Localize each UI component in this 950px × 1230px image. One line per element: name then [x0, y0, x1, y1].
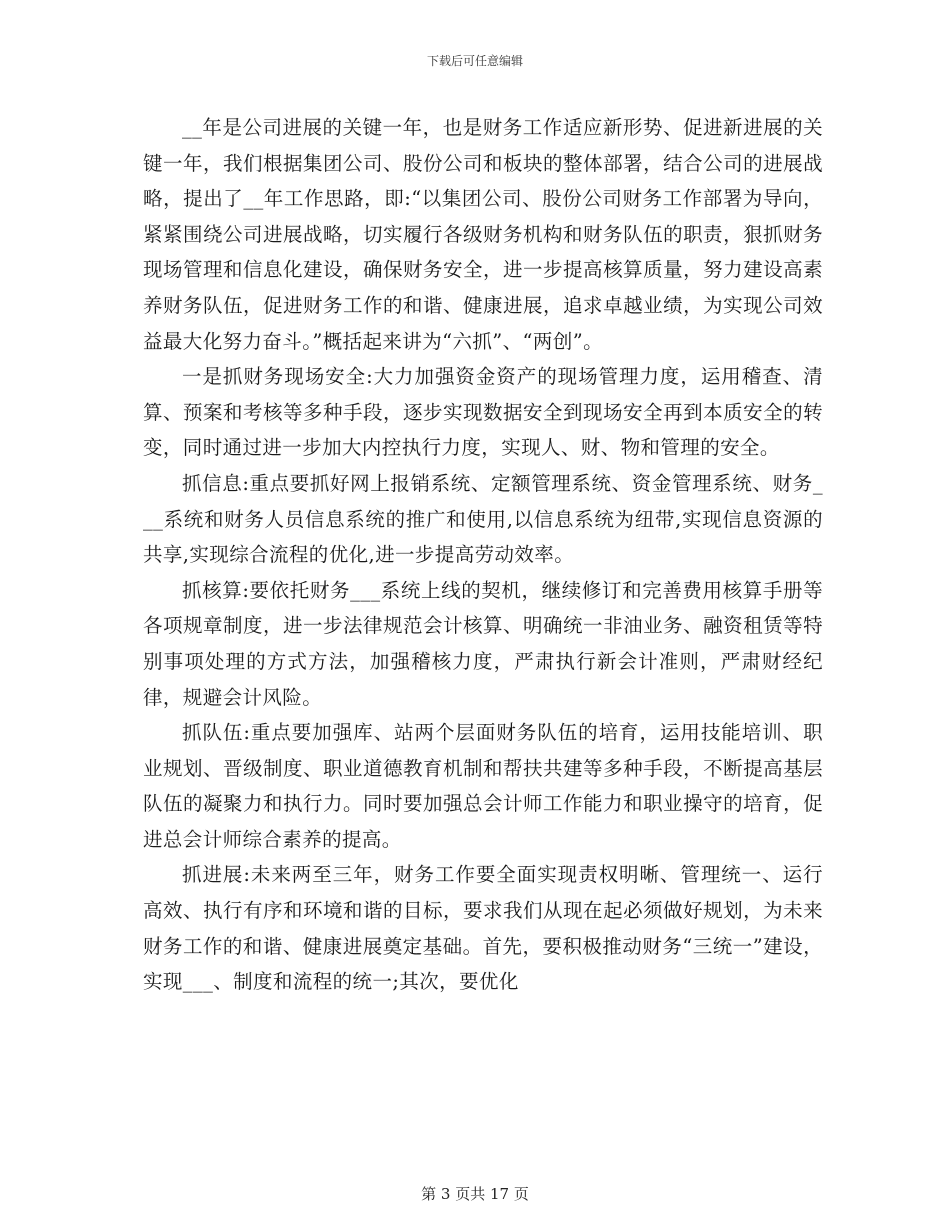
paragraph-accounting: 抓核算:要依托财务___系统上线的契机，继续修订和完善费用核算手册等各项规章制度，进一步法律规范会计核算、明确统一非油业务、融资租赁等特别事项处理的方式方法，加强稽核力度，严肃执行新会计准则，严肃财经纪律，规避会计风险。 [143, 578, 823, 709]
paragraph-safety: 一是抓财务现场安全:大力加强资金资产的现场管理力度，运用稽查、清算、预案和考核等多种手段，逐步实现数据安全到现场安全再到本质安全的转变，同时通过进一步加大内控执行力度，实现人、财、物和管理的安全。 [143, 365, 823, 460]
paragraph-intro: __年是公司进展的关键一年，也是财务工作适应新形势、促进新进展的关键一年，我们根据集团公司、股份公司和板块的整体部署，结合公司的进展战略，提出了__年工作思路，即:“以集团公司、股份公司财务工作部署为导向，紧紧围绕公司进展战略，切实履行各级财务机构和财务队伍的职责，狠抓财务现场管理和信息化建设，确保财务安全，进一步提高核算质量，努力建设高素养财务队伍，促进财务工作的和谐、健康进展，追求卓越业绩，为实现公司效益最大化努力奋斗。”概括起来讲为“六抓”、“两创”。 [143, 116, 823, 353]
page-header: 下载后可任意编辑 [426, 54, 523, 68]
paragraph-development: 抓进展:未来两至三年，财务工作要全面实现责权明晰、管理统一、运行高效、执行有序和环境和谐的目标，要求我们从现在起必须做好规划，为未来财务工作的和谐、健康进展奠定基础。首先，要积极推动财务“三统一”建设，实现___、制度和流程的统一;其次，要优化 [143, 863, 823, 994]
paragraph-information: 抓信息:重点要抓好网上报销系统、定额管理系统、资金管理系统、财务___系统和财务人员信息系统的推广和使用,以信息系统为纽带,实现信息资源的共享,实现综合流程的优化,进一步提高劳动效率。 [143, 471, 823, 567]
document-body [143, 110, 823, 1000]
page-footer: 第 3 页共 17 页 [421, 1185, 529, 1203]
paragraph-team: 抓队伍:重点要加强库、站两个层面财务队伍的培育，运用技能培训、职业规划、晋级制度、职业道德教育机制和帮扶共建等多种手段，不断提高基层队伍的凝聚力和执行力。同时要加强总会计师工作能力和职业操守的培育，促进总会计师综合素养的提高。 [143, 721, 823, 851]
